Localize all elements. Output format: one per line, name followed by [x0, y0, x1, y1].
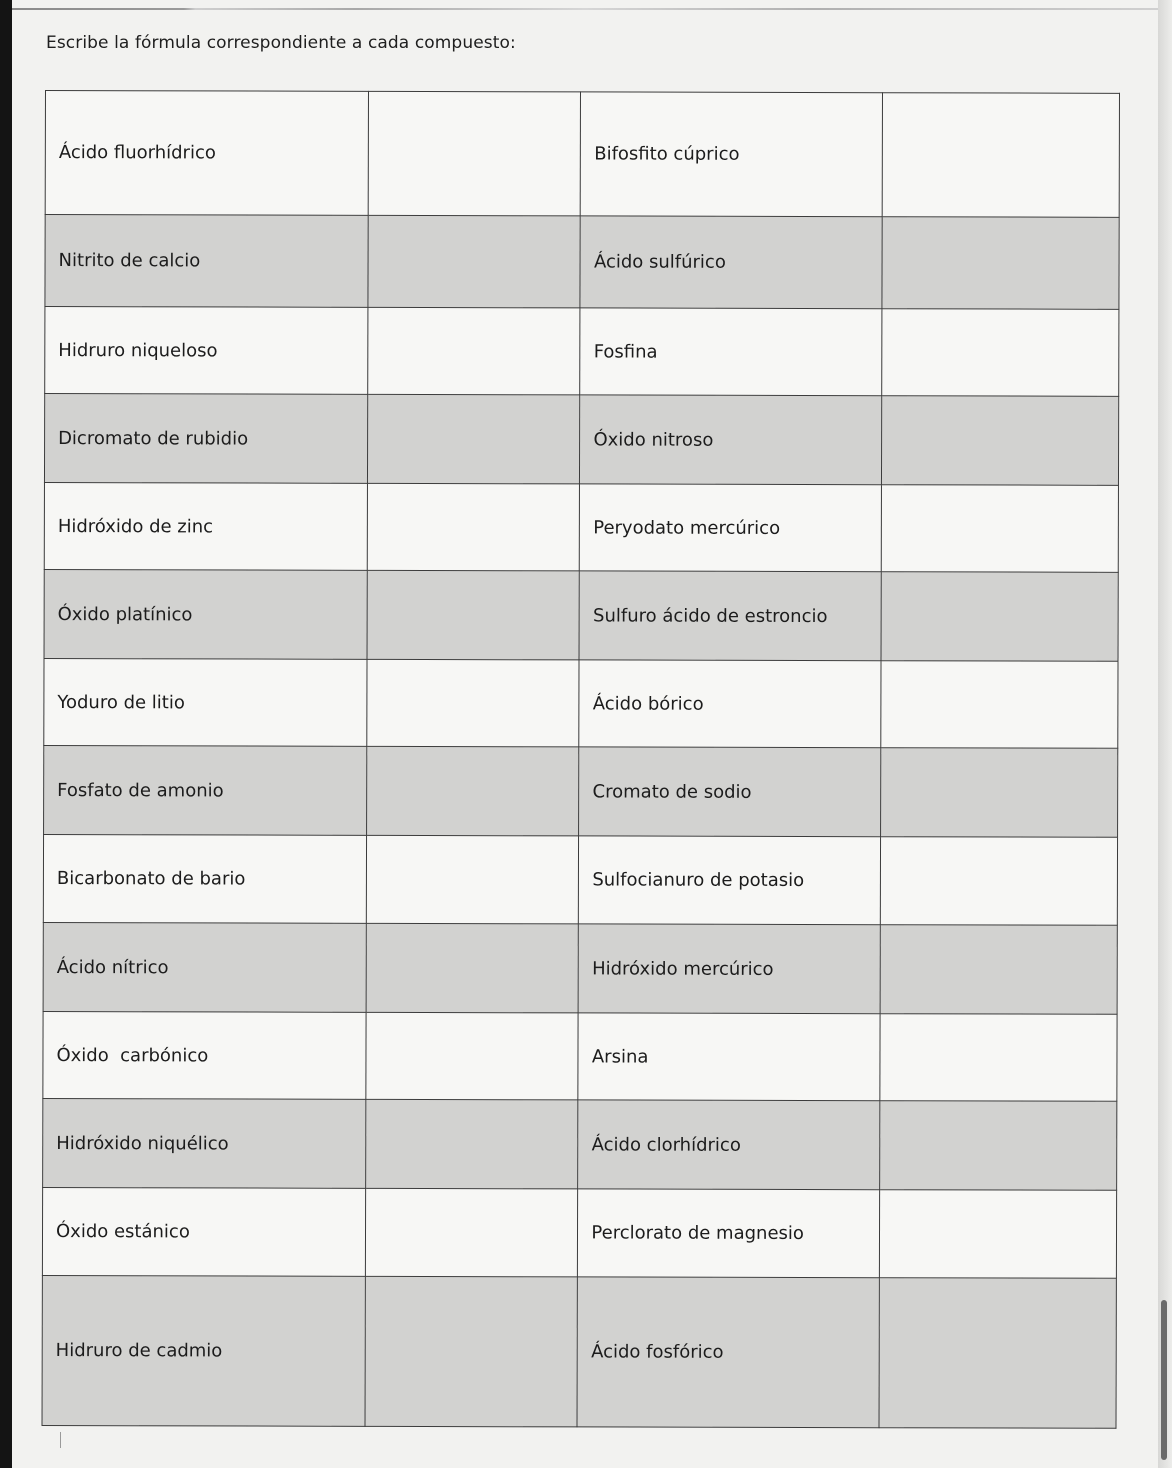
- table-row: [45, 215, 1119, 310]
- formula-answer-cell-right[interactable]: [882, 309, 1119, 397]
- formula-answer-cell-left[interactable]: [367, 570, 580, 660]
- compound-name-left: Hidruro niqueloso: [45, 307, 368, 395]
- compound-name-left: Yoduro de litio: [44, 658, 367, 746]
- compound-name-left: Hidruro de cadmio: [42, 1275, 365, 1426]
- table-row: [44, 658, 1118, 748]
- table-row: [44, 394, 1118, 486]
- compound-name-left: Fosfato de amonio: [44, 745, 367, 835]
- table-row: [43, 834, 1117, 925]
- table-row: [43, 1098, 1117, 1190]
- compound-formula-table: [42, 90, 1120, 1429]
- formula-answer-cell-right[interactable]: [879, 1190, 1116, 1279]
- formula-answer-cell-right[interactable]: [879, 1278, 1117, 1429]
- table-row: [42, 1275, 1116, 1428]
- compound-name-left: Nitrito de calcio: [45, 215, 368, 308]
- formula-answer-cell-left[interactable]: [368, 91, 581, 216]
- compound-name-left: Óxido carbónico: [43, 1011, 366, 1099]
- formula-answer-cell-left[interactable]: [365, 1276, 578, 1427]
- compound-name-right: Perclorato de magnesio: [578, 1189, 880, 1278]
- margin-mark: [60, 1432, 61, 1448]
- compound-name-right: Arsina: [578, 1013, 880, 1101]
- table-row: [44, 569, 1118, 661]
- compound-name-left: Hidróxido niquélico: [43, 1098, 366, 1188]
- table-row: [45, 91, 1119, 218]
- compound-name-left: Hidróxido de zinc: [44, 482, 367, 570]
- compound-name-right: Cromato de sodio: [579, 747, 881, 837]
- compound-name-left: Dicromato de rubidio: [44, 394, 367, 484]
- compound-name-left: Óxido estánico: [42, 1187, 365, 1276]
- formula-answer-cell-right[interactable]: [880, 1014, 1117, 1102]
- compound-name-left: Bicarbonato de bario: [43, 834, 366, 923]
- compound-name-right: Sulfuro ácido de estroncio: [579, 571, 881, 661]
- formula-answer-cell-right[interactable]: [879, 1101, 1116, 1191]
- table-row: [45, 307, 1119, 397]
- scrollbar-thumb[interactable]: [1161, 1300, 1167, 1460]
- formula-answer-cell-left[interactable]: [365, 1188, 578, 1277]
- formula-answer-cell-left[interactable]: [366, 659, 579, 747]
- compound-name-right: Peryodato mercúrico: [580, 484, 882, 572]
- formula-answer-cell-right[interactable]: [880, 925, 1117, 1015]
- compound-name-left: Ácido nítrico: [43, 922, 366, 1012]
- formula-answer-cell-right[interactable]: [881, 485, 1118, 573]
- formula-answer-cell-left[interactable]: [367, 394, 580, 484]
- table-row: [44, 482, 1118, 572]
- table-row: [43, 922, 1117, 1014]
- table-row: [44, 745, 1118, 837]
- instruction-text: Escribe la fórmula correspondiente a cada compuesto:: [46, 33, 516, 53]
- formula-answer-cell-right[interactable]: [881, 661, 1118, 749]
- formula-answer-cell-right[interactable]: [881, 572, 1118, 662]
- compound-name-right: Ácido bórico: [579, 660, 881, 748]
- formula-answer-cell-right[interactable]: [882, 93, 1119, 218]
- table-row: [42, 1187, 1116, 1278]
- table-row: [43, 1011, 1117, 1101]
- formula-answer-cell-left[interactable]: [366, 835, 579, 924]
- compound-name-right: Ácido fosfórico: [577, 1277, 879, 1428]
- formula-answer-cell-right[interactable]: [882, 217, 1119, 310]
- formula-answer-cell-right[interactable]: [880, 748, 1117, 838]
- formula-answer-cell-left[interactable]: [366, 746, 579, 836]
- compound-name-right: Hidróxido mercúrico: [578, 924, 880, 1014]
- compound-name-right: Ácido sulfúrico: [580, 216, 882, 309]
- formula-answer-cell-left[interactable]: [367, 215, 580, 308]
- formula-answer-cell-left[interactable]: [367, 483, 580, 571]
- formula-answer-cell-right[interactable]: [880, 837, 1117, 926]
- scrollbar-track[interactable]: [1158, 0, 1172, 1468]
- compound-name-right: Óxido nitroso: [580, 395, 882, 485]
- top-edge-line: [12, 8, 1158, 10]
- formula-answer-cell-left[interactable]: [365, 1012, 578, 1100]
- formula-answer-cell-left[interactable]: [365, 1099, 578, 1189]
- compound-name-right: Sulfocianuro de potasio: [579, 836, 881, 925]
- formula-answer-cell-left[interactable]: [367, 307, 580, 395]
- compound-name-left: Óxido platínico: [44, 569, 367, 659]
- formula-answer-cell-left[interactable]: [366, 923, 579, 1013]
- compound-name-right: Ácido clorhídrico: [578, 1100, 880, 1190]
- compound-name-left: Ácido fluorhídrico: [45, 91, 368, 216]
- compound-name-right: Bifosfito cúprico: [581, 92, 883, 217]
- formula-answer-cell-right[interactable]: [881, 396, 1118, 486]
- compound-name-right: Fosfina: [580, 308, 882, 396]
